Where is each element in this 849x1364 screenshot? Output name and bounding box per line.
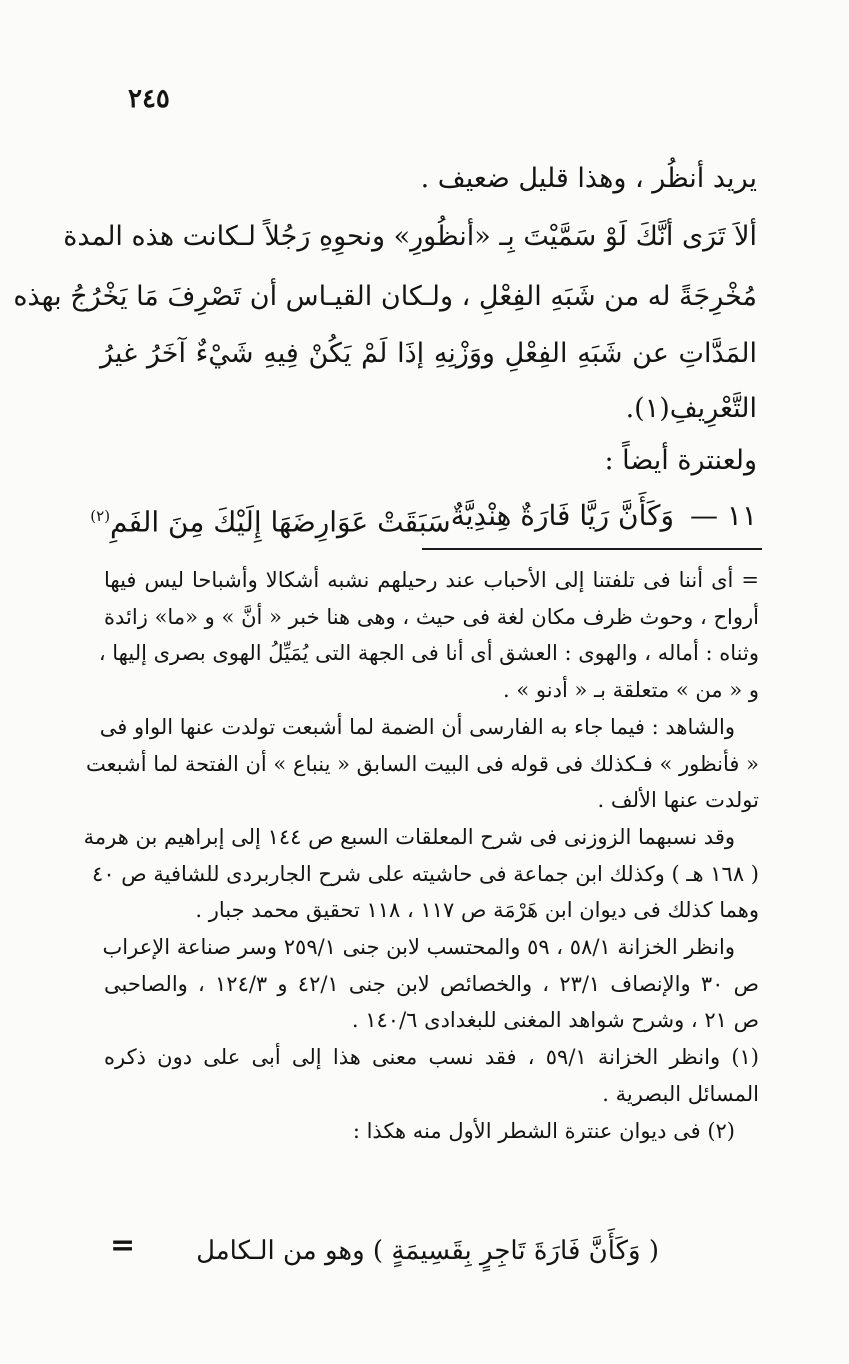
note-line: وثناه : أماله ، والهوى : العشق أى أنا فى الجهة التى يُمَيِّلُ الهوى بصرى إليها ، <box>98 641 759 666</box>
main-line: يريد أنظُر ، وهذا قليل ضعيف . <box>420 163 757 194</box>
note-line: وانظر الخزانة ٥٨/١ ، ٥٩ والمحتسب لابن جنى ٢٥٩/١ وسر صناعة الإعراب <box>102 935 735 960</box>
main-line: ألاَ تَرَى أنَّكَ لَوْ سَمَّيْتَ بِـ «أنظُورِ» ونحوِهِ رَجُلاً لـكانت هذه المدة <box>63 221 757 252</box>
main-line: ولعنترة أيضاً : <box>604 445 757 476</box>
page-number: ٢٤٥ <box>128 84 170 114</box>
continuation-mark: = <box>110 1228 136 1263</box>
note-line: أرواح ، وحوث ظرف مكان لغة فى حيث ، وهى هنا خبر « أنَّ » و «ما» زائدة <box>104 604 759 629</box>
note-line: ص ٢١ ، وشرح شواهد المغنى للبغدادى ١٤٠/٦ . <box>351 1008 759 1033</box>
footnote-marker: (٢) <box>90 507 111 525</box>
verse-hemistich-second <box>90 488 450 550</box>
note-line: ( ١٦٨ هـ ) وكذلك ابن جماعة فى حاشيته على شرح الجاربردى للشافية ص ٤٠ <box>92 861 759 886</box>
footnote-divider <box>422 548 762 550</box>
main-line: المَدَّاتِ عن شَبَهِ الفِعْلِ ووَزْنِهِ إذَا لَمْ يَكُنْ فِيهِ شَيْءٌ آخَرُ غيرُ <box>100 338 757 369</box>
note-line: « فأنظور » فـكذلك فى قوله فى البيت السابق « ينباع » أن الفتحة لما أشبعت <box>86 751 759 776</box>
verse-number: ١١ — <box>690 499 757 532</box>
note-line: (١) وانظر الخزانة ٥٩/١ ، فقد نسب معنى هذا إلى أبى على دون ذكره <box>104 1045 759 1070</box>
main-line: التَّعْرِيفِ(١). <box>625 393 757 424</box>
note-final-line: ( وَكَأَنَّ فَارَةَ تَاجِرٍ بِقَسِيمَةٍ ) وهو من الـكامل <box>196 1236 659 1266</box>
poem-verse <box>90 488 757 550</box>
verse-hemistich-first: وَكَأَنَّ رَيَّا فَارَةٌ هِنْدِيَّةٌ <box>450 499 675 532</box>
footnotes <box>83 562 759 1149</box>
note-line: وقد نسبهما الزوزنى فى شرح المعلقات السبع ص ١٤٤ إلى إبراهيم بن هرمة <box>83 824 735 849</box>
note-line: (٢) فى ديوان عنترة الشطر الأول منه هكذا : <box>352 1118 735 1143</box>
note-line: تولدت عنها الألف . <box>597 788 759 813</box>
note-line: = أى أننا فى تلفتنا إلى الأحباب عند رحيلهم نشبه أشكالا وأشباحا ليس فيها <box>104 568 759 592</box>
verse-hemistich-second-text: سَبَقَتْ عَوَارِضَهَا إِلَيْكَ مِنَ الفَمِ <box>110 505 451 539</box>
note-line: والشاهد : فيما جاء به الفارسى أن الضمة لما أشبعت تولدت عنها الواو فى <box>99 714 735 739</box>
note-line: المسائل البصرية . <box>602 1081 759 1106</box>
note-line: و « من » متعلقة بـ « أدنو » . <box>503 678 759 703</box>
note-line: وهما كذلك فى ديوان ابن هَرْمَة ص ١١٧ ، ١١٨ تحقيق محمد جبار . <box>195 898 759 923</box>
main-line: مُخْرِجَةً له من شَبَهِ الفِعْلِ ، ولـكان القيـاس أن تَصْرِفَ مَا يَخْرُجُ بهذه <box>13 281 757 312</box>
note-line: ص ٣٠ والإنصاف ٢٣/١ ، والخصائص لابن جنى ٤٢/١ و ١٢٤/٣ ، والصاحبى <box>104 971 759 996</box>
